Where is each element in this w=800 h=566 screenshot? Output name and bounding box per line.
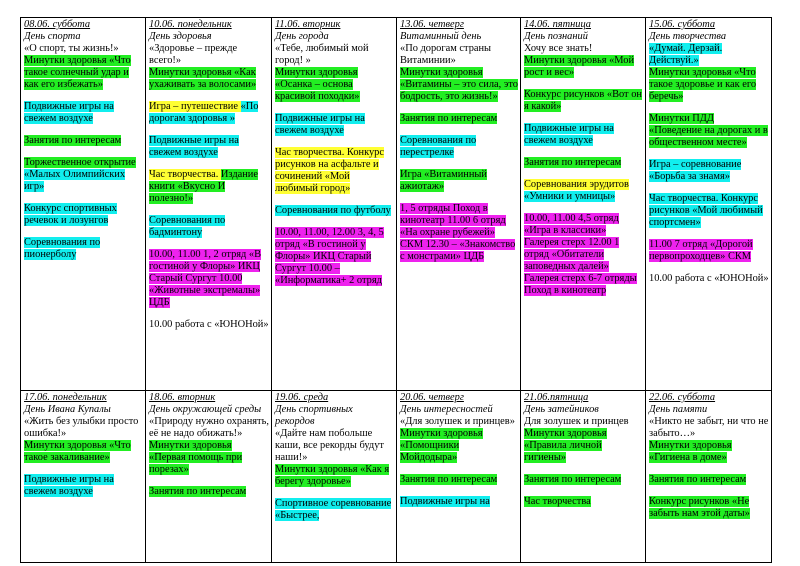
activity-item <box>649 496 769 520</box>
activity-text: Минутки здоровья «Первая помощь при порезах» <box>149 440 243 475</box>
activity-text: Минутки здоровья «Что такое здоровье и как его беречь» <box>649 67 757 102</box>
activity-item <box>649 159 769 183</box>
activity-text: 11.00 6 отряд «На охране рубежей» СКМ <box>400 215 506 250</box>
activity-text: Конкурс рисунков «Вот он я какой» <box>524 89 642 112</box>
activity-text: Подвижные игры на <box>400 496 490 507</box>
activity-text: Хочу все знать! <box>524 43 593 54</box>
day-date: 11.06. вторник <box>275 19 341 30</box>
day-title: День памяти <box>649 404 708 415</box>
day-title: День города <box>275 31 329 42</box>
activity-text: Соревнования по бадминтону <box>149 215 226 238</box>
activity-item <box>24 440 143 464</box>
day-cell <box>146 391 272 563</box>
activity-text: Для золушек и принцев <box>524 416 629 427</box>
activity-text: Занятия по интересам <box>524 157 622 168</box>
activity-item <box>24 157 143 193</box>
activity-item <box>400 113 518 125</box>
activity-item <box>649 440 769 464</box>
activity-text: Час творчества. Конкурс рисунков на асфальте и сочинений «Мой любимый город» <box>275 147 384 194</box>
day-date: 10.06. понедельник <box>149 19 232 30</box>
activity-item <box>149 319 269 331</box>
activity-text: «По дорогам здоровья » <box>149 101 259 124</box>
activity-item <box>24 101 143 125</box>
activity-text: «Никто не забыт, ни что не забыто…» <box>649 416 769 439</box>
activity-item <box>649 193 769 229</box>
activity-text: «Здоровье – прежде всего!» <box>149 43 238 66</box>
activity-text: «По дорогам страны Витаминии» <box>400 43 492 66</box>
activity-text: 1, 5 отряды Поход в кинотеатр <box>400 203 488 226</box>
day-title: День спорта <box>24 31 81 42</box>
activity-item <box>400 169 518 193</box>
activity-text: Соревнования по пионерболу <box>24 237 101 260</box>
activity-item <box>524 474 643 486</box>
day-cell <box>646 18 772 391</box>
activity-item <box>400 416 518 428</box>
activity-text: «Жить без улыбки просто ошибка!» <box>24 416 139 439</box>
activity-item <box>149 43 269 67</box>
activity-text: Минутки здоровья «Правила личной гигиены» <box>524 428 607 463</box>
day-date: 14.06. пятница <box>524 19 591 30</box>
schedule-table <box>20 17 772 563</box>
activity-text: Спортивное соревнование «Быстрее, <box>275 498 392 521</box>
activity-text: Минутки здоровья «Как я берегу здоровье» <box>275 464 390 487</box>
activity-text: Минутки здоровья «Что такое закаливание» <box>24 440 131 463</box>
activity-text: Минутки здоровья «Как ухаживать за волосами» <box>149 67 257 90</box>
activity-item <box>24 135 143 147</box>
activity-text: Соревнования эрудитов <box>524 179 629 190</box>
activity-item <box>649 416 769 440</box>
activity-text: Соревнования по перестрелке <box>400 135 477 158</box>
day-title: День творчества <box>649 31 727 42</box>
activity-item <box>400 67 518 103</box>
activity-text: «Природу нужно охранять, её не надо обижать!» <box>149 416 269 439</box>
activity-text: 10.00 работа с «ЮНОНой» <box>649 273 769 284</box>
activity-item <box>400 474 518 486</box>
week-row-1 <box>21 18 772 391</box>
activity-text: «Тебе, любимый мой город! » <box>275 43 369 66</box>
day-title: День спортивных рекордов <box>275 404 353 427</box>
activity-item <box>400 203 518 263</box>
day-title: День познаний <box>524 31 588 42</box>
activity-item <box>524 89 643 113</box>
activity-item <box>524 416 643 428</box>
activity-item <box>275 113 394 137</box>
day-cell <box>272 391 397 563</box>
activity-text: 6-7 отряды Поход в кинотеатр <box>524 273 637 296</box>
activity-item <box>275 147 394 195</box>
activity-item <box>275 227 394 287</box>
activity-item <box>149 135 269 159</box>
activity-text: «Думай. Дерзай. Действуй.» <box>649 43 723 66</box>
activity-text: Занятия по интересам <box>400 474 498 485</box>
activity-text: 11.00 7 отряд «Дорогой первопроходцев» СКМ <box>649 239 753 262</box>
activity-text: «Для золушек и принцев» <box>400 416 515 427</box>
activity-text: Минутки здоровья «Помощники Мойдодыра» <box>400 428 483 463</box>
activity-text: 12.00 1 отряд «Обитатели заповедных далей» Галерея стерх <box>524 237 620 284</box>
activity-text: Подвижные игры на свежем воздухе <box>24 474 114 497</box>
activity-text: Минутки здоровья «Витамины – это сила, это бодрость, это жизнь!» <box>400 67 518 102</box>
day-date: 08.06. суббота <box>24 19 91 30</box>
activity-text: Час творчества. <box>149 169 221 180</box>
activity-item <box>524 123 643 147</box>
activity-item <box>149 67 269 91</box>
activity-text: «Дайте нам побольше каши, все рекорды будут наши!» <box>275 428 384 463</box>
day-cell <box>21 18 146 391</box>
day-date: 18.06. вторник <box>149 392 216 403</box>
day-cell <box>397 18 521 391</box>
day-title: День Ивана Купалы <box>24 404 111 415</box>
activity-item <box>24 55 143 91</box>
activity-item <box>275 428 394 464</box>
activity-item <box>149 416 269 440</box>
activity-text: Конкурс спортивных речевок и лозунгов <box>24 203 117 226</box>
activity-item <box>649 113 769 149</box>
activity-text: Игра «Витаминный ажиотаж» <box>400 169 487 192</box>
activity-item <box>524 55 643 79</box>
activity-text: Подвижные игры на свежем воздухе <box>524 123 614 146</box>
activity-text: Конкурс рисунков «Не забыть нам этой даты» <box>649 496 750 519</box>
activity-item <box>275 67 394 103</box>
activity-text: Игра – соревнование «Борьба за знамя» <box>649 159 742 182</box>
activity-item <box>149 101 269 125</box>
day-cell <box>521 391 646 563</box>
day-date: 15.06. суббота <box>649 19 716 30</box>
activity-text: Подвижные игры на свежем воздухе <box>149 135 239 158</box>
activity-text: Подвижные игры на свежем воздухе <box>24 101 114 124</box>
activity-item <box>649 474 769 486</box>
activity-text: «Малых Олимпийских игр» <box>24 169 126 192</box>
activity-text: «Умники и умницы» <box>524 191 616 202</box>
activity-item <box>149 249 269 309</box>
activity-item <box>524 179 643 203</box>
activity-item <box>24 474 143 498</box>
day-cell <box>521 18 646 391</box>
activity-text: 10.00, 11.00 4,5 отряд «Игра в классики» Галерея стерх <box>524 213 619 248</box>
activity-text: Соревнования по футболу <box>275 205 391 216</box>
day-cell <box>272 18 397 391</box>
activity-item <box>275 205 394 217</box>
activity-item <box>400 135 518 159</box>
activity-text: 10.00 «Животные экстремалы» ЦДБ <box>149 273 261 308</box>
activity-item <box>649 67 769 103</box>
activity-text: Занятия по интересам <box>149 486 247 497</box>
day-cell <box>21 391 146 563</box>
activity-text: Занятия по интересам <box>400 113 498 124</box>
activity-text: Минутки здоровья «Гигиена в доме» <box>649 440 732 463</box>
day-date: 13.06. четверг <box>400 19 464 30</box>
activity-text: Минутки здоровья «Мой рост и вес» <box>524 55 635 78</box>
activity-text: Час творчества <box>524 496 591 507</box>
day-date: 21.06.пятница <box>524 392 589 403</box>
activity-item <box>149 169 269 205</box>
day-cell <box>146 18 272 391</box>
week-row-2 <box>21 391 772 563</box>
day-title: Витаминный день <box>400 31 482 42</box>
activity-text: Минутки здоровья «Осанка – основа красивой походки» <box>275 67 360 102</box>
activity-item <box>275 43 394 67</box>
activity-text: 10.00, 11.00, 12.00 3, 4, 5 отряд «В гостиной у Флоры» ИКЦ Старый Сургут 10.00 – «Информатика+ 2 отряд <box>275 227 384 286</box>
activity-item <box>400 43 518 67</box>
activity-text: 10.00 работа с «ЮНОНой» <box>149 319 269 330</box>
activity-text: Игра – путешествие <box>149 101 241 112</box>
activity-item <box>524 213 643 297</box>
activity-item <box>524 428 643 464</box>
day-cell <box>397 391 521 563</box>
day-title: День здоровья <box>149 31 212 42</box>
activity-text: Подвижные игры на свежем воздухе <box>275 113 365 136</box>
activity-item <box>524 157 643 169</box>
activity-text: Занятия по интересам <box>649 474 747 485</box>
activity-item <box>24 416 143 440</box>
activity-item <box>24 237 143 261</box>
activity-item <box>149 215 269 239</box>
day-date: 22.06. суббота <box>649 392 716 403</box>
activity-text: Издание книги «Вкусно И полезно!» <box>149 169 258 204</box>
day-cell <box>646 391 772 563</box>
activity-item <box>400 428 518 464</box>
activity-text: Занятия по интересам <box>24 135 122 146</box>
day-title: День интересностей <box>400 404 493 415</box>
activity-text: Торжественное открытие <box>24 157 136 168</box>
day-date: 19.06. среда <box>275 392 329 403</box>
activity-text: Минутки ПДД «Поведение на дорогах и в общественном месте» <box>649 113 768 148</box>
activity-text: Минутки здоровья «Что такое солнечный удар и как его избежать» <box>24 55 131 90</box>
activity-text: Занятия по интересам <box>524 474 622 485</box>
activity-item <box>524 43 643 55</box>
day-date: 17.06. понедельник <box>24 392 107 403</box>
activity-text: 10.00, 11.00 1, 2 отряд «В гостиной у Флоры» ИКЦ Старый Сургут <box>149 249 262 284</box>
activity-item <box>649 43 769 67</box>
activity-item <box>275 498 394 522</box>
activity-item <box>400 496 518 508</box>
activity-item <box>149 486 269 498</box>
activity-text: 12.30 – «Знакомство с монстрами» ЦДБ <box>400 239 516 262</box>
activity-item <box>649 273 769 285</box>
activity-item <box>524 496 643 508</box>
activity-item <box>649 239 769 263</box>
activity-item <box>24 203 143 227</box>
activity-item <box>275 464 394 488</box>
activity-text: «О спорт, ты жизнь!» <box>24 43 119 54</box>
activity-item <box>149 440 269 476</box>
activity-item <box>24 43 143 55</box>
day-title: День окружающей среды <box>149 404 262 415</box>
day-title: День затейников <box>524 404 599 415</box>
activity-text: Час творчества. Конкурс рисунков «Мой любимый спортсмен» <box>649 193 763 228</box>
day-date: 20.06. четверг <box>400 392 464 403</box>
